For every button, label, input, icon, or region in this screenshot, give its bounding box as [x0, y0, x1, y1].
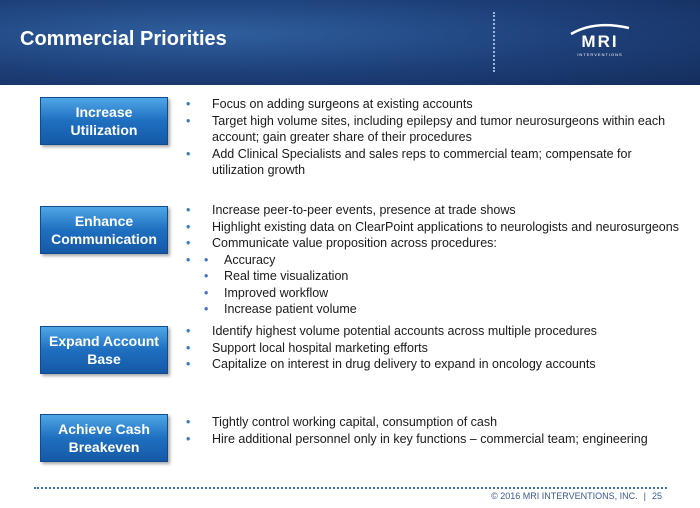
priority-label-increase-utilization: Increase Utilization — [40, 97, 168, 145]
bullet-item: • Focus on adding surgeons at existing accounts — [186, 96, 686, 113]
bullet-item: • Target high volume sites, including epilepsy and tumor neurosurgeons within each account; gain greater share of their procedures — [186, 113, 686, 146]
bullet-item: • Capitalize on interest in drug delivery to expand in oncology accounts — [186, 356, 686, 373]
bullet-item: • Identify highest volume potential accounts across multiple procedures — [186, 323, 686, 340]
header-banner — [0, 0, 700, 85]
header-divider — [493, 12, 495, 72]
bullet-list-enhance-communication — [186, 202, 686, 318]
logo-subtext: INTERVENTIONS — [577, 52, 623, 57]
bullet-item: • Tightly control working capital, consumption of cash — [186, 414, 686, 431]
page-number: 25 — [651, 491, 662, 501]
bullet-list-achieve-cash-breakeven — [186, 414, 686, 447]
footer-separator: | — [643, 491, 646, 501]
bullet-item: • Increase peer-to-peer events, presence at trade shows — [186, 202, 686, 219]
sub-bullet-item: • Increase patient volume — [204, 301, 686, 318]
bullet-list-expand-account-base — [186, 323, 686, 373]
priority-label-expand-account-base: Expand Account Base — [40, 326, 168, 374]
logo-text: MRI — [581, 32, 619, 51]
page-title: Commercial Priorities — [20, 28, 227, 50]
company-logo — [565, 18, 635, 64]
footer-copyright: © 2016 MRI INTERVENTIONS, INC. — [491, 491, 638, 501]
footer — [491, 491, 662, 501]
bullet-list-increase-utilization — [186, 96, 686, 179]
bullet-item: • Highlight existing data on ClearPoint applications to neurologists and neurosurgeons — [186, 219, 686, 236]
sub-bullet-container — [186, 252, 686, 318]
sub-bullet-item: • Improved workflow — [204, 285, 686, 302]
bullet-item: • Hire additional personnel only in key functions – commercial team; engineering — [186, 431, 686, 448]
bullet-item: • Support local hospital marketing efforts — [186, 340, 686, 357]
priority-label-enhance-communication: Enhance Communication — [40, 206, 168, 254]
bullet-item: • Communicate value proposition across procedures: — [186, 235, 686, 252]
priority-label-achieve-cash-breakeven: Achieve Cash Breakeven — [40, 414, 168, 462]
footer-divider — [34, 487, 667, 489]
sub-bullet-item: • Real time visualization — [204, 268, 686, 285]
sub-bullet-item: • • Accuracy — [204, 252, 686, 269]
bullet-item: • Add Clinical Specialists and sales reps to commercial team; compensate for utilization growth — [186, 146, 686, 179]
sub-bullet-list — [186, 252, 686, 318]
